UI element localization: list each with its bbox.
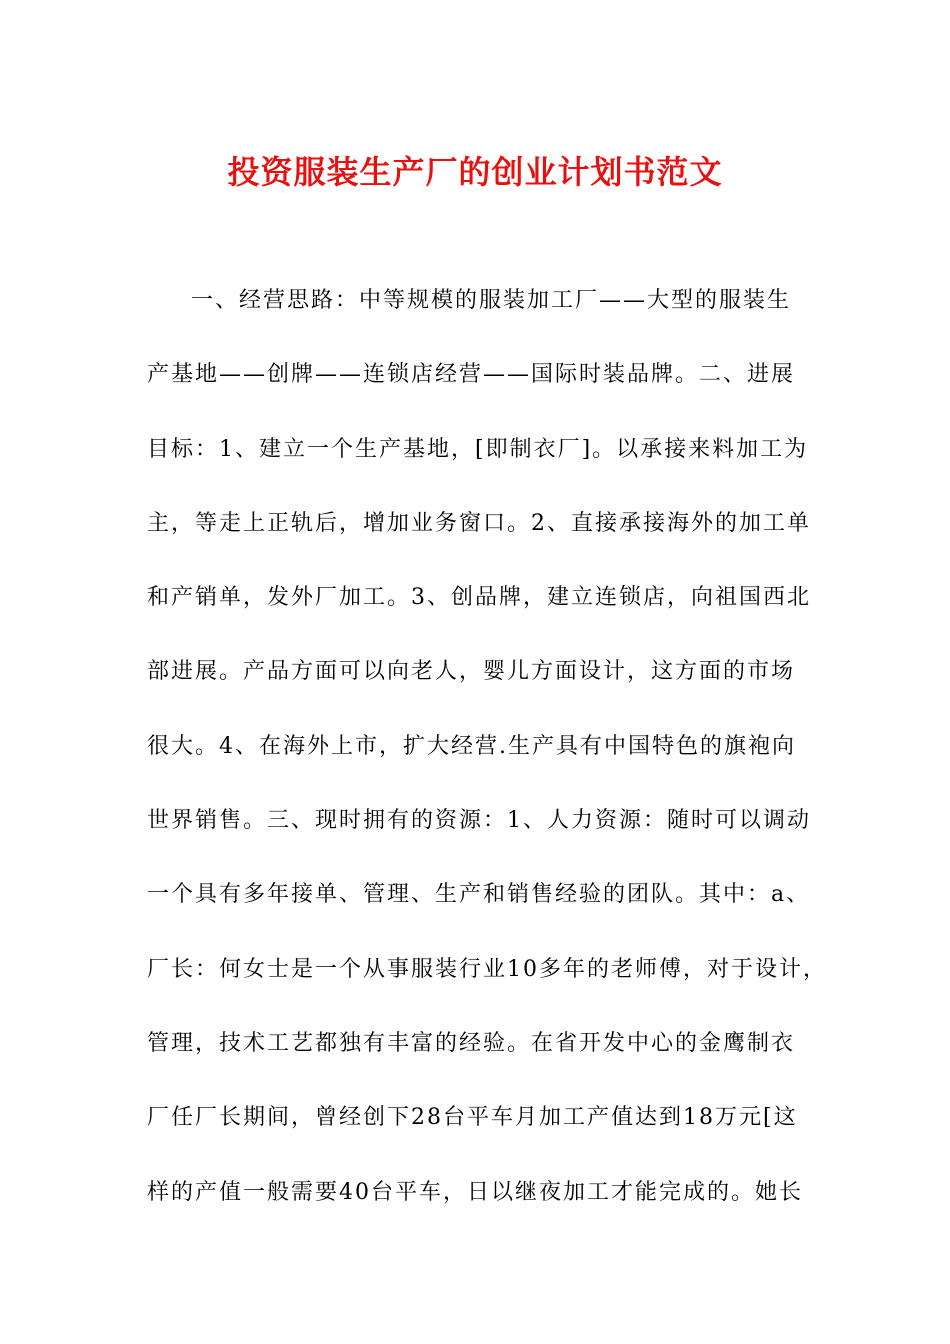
body-line-2: 产基地——创牌——连锁店经营——国际时装品牌。二、进展 [147, 362, 796, 388]
body-line-12: 厂任厂长期间，曾经创下28台平车月加工产值达到18万元[这 [147, 1105, 798, 1131]
document-title: 投资服装生产厂的创业计划书范文 [227, 153, 723, 191]
body-line-3: 目标：1、建立一个生产基地，[即制衣厂]。以承接来料加工为 [147, 436, 809, 462]
body-line-6: 部进展。产品方面可以向老人，婴儿方面设计，这方面的市场 [147, 659, 796, 685]
body-line-11: 管理，技术工艺都独有丰富的经验。在省开发中心的金鹰制衣 [147, 1030, 796, 1056]
body-line-13: 样的产值一般需要40台平车，日以继夜加工才能完成的。她长 [147, 1179, 803, 1205]
body-line-7: 很大。4、在海外上市，扩大经营.生产具有中国特色的旗袍向 [147, 733, 796, 759]
body-line-1: 一、经营思路：中等规模的服装加工厂——大型的服装生 [191, 288, 792, 313]
body-line-9: 一个具有多年接单、管理、生产和销售经验的团队。其中：a、 [147, 882, 811, 908]
body-line-5: 和产销单，发外厂加工。3、创品牌，建立连锁店，向祖国西北 [147, 585, 811, 611]
body-line-4: 主，等走上正轨后，增加业务窗口。2、直接承接海外的加工单 [147, 510, 811, 536]
body-line-10: 厂长：何女士是一个从事服装行业10多年的老师傅，对于设计， [147, 956, 827, 982]
document-body [147, 280, 827, 1246]
body-line-8: 世界销售。三、现时拥有的资源：1、人力资源：随时可以调动 [147, 808, 811, 834]
